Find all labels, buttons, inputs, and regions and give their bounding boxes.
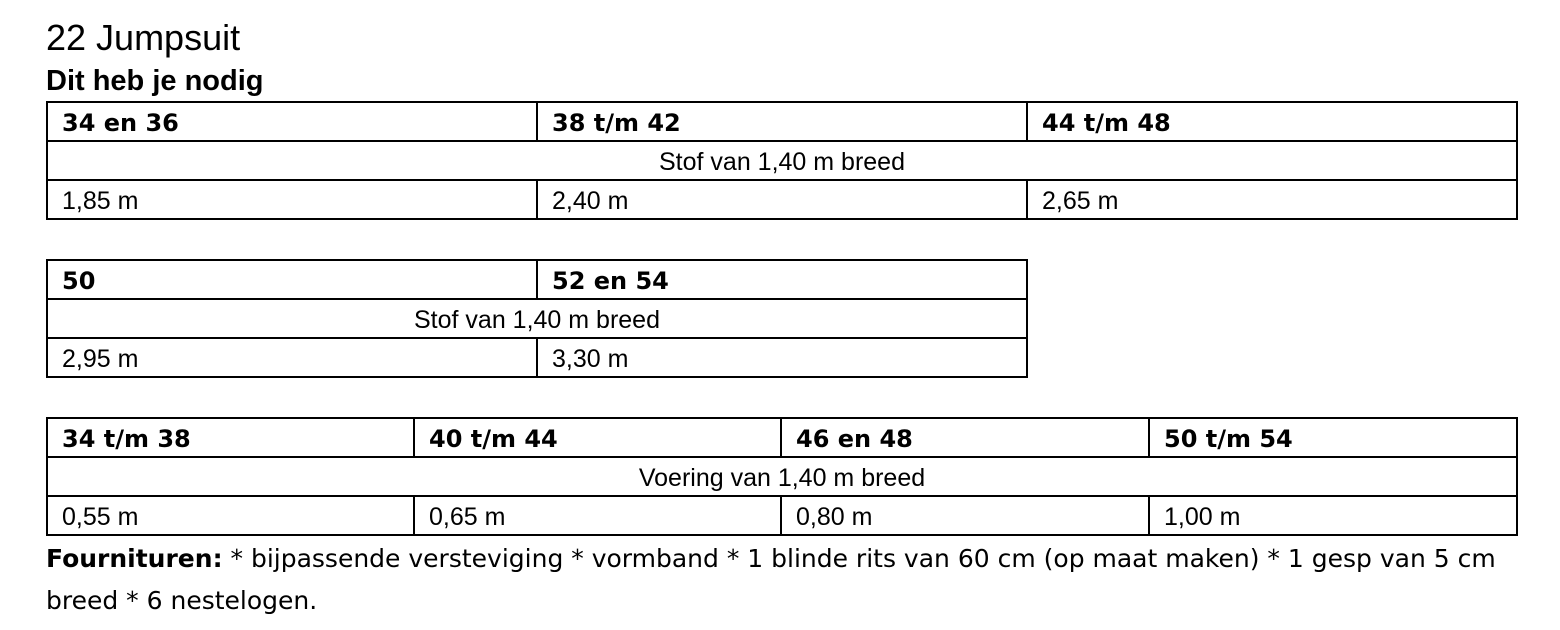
size-header: 34 t/m 38 bbox=[47, 418, 414, 457]
size-header-row bbox=[47, 102, 1517, 141]
notions-paragraph bbox=[46, 538, 1516, 622]
fabric-amount: 2,65 m bbox=[1027, 180, 1517, 219]
fabric-amount: 1,85 m bbox=[47, 180, 537, 219]
fabric-table-2 bbox=[46, 259, 1028, 378]
page-title: 22 Jumpsuit bbox=[46, 17, 241, 58]
size-header: 40 t/m 44 bbox=[414, 418, 781, 457]
notions-label: Fournituren: bbox=[46, 544, 223, 573]
pattern-requirements bbox=[46, 17, 1516, 615]
fabric-amount: 3,30 m bbox=[537, 338, 1027, 377]
fabric-row bbox=[47, 299, 1027, 338]
fabric-table-1 bbox=[46, 101, 1518, 220]
size-header: 44 t/m 48 bbox=[1027, 102, 1517, 141]
lining-description: Voering van 1,40 m breed bbox=[47, 457, 1517, 496]
fabric-description: Stof van 1,40 m breed bbox=[47, 141, 1517, 180]
fabric-amount: 2,95 m bbox=[47, 338, 537, 377]
size-header-row bbox=[47, 260, 1027, 299]
fabric-description: Stof van 1,40 m breed bbox=[47, 299, 1027, 338]
lining-amount: 0,80 m bbox=[781, 496, 1149, 535]
size-header: 46 en 48 bbox=[781, 418, 1149, 457]
lining-amount: 0,65 m bbox=[414, 496, 781, 535]
fabric-row bbox=[47, 457, 1517, 496]
lining-amount: 1,00 m bbox=[1149, 496, 1517, 535]
amount-row bbox=[47, 180, 1517, 219]
size-header: 50 t/m 54 bbox=[1149, 418, 1517, 457]
size-header: 52 en 54 bbox=[537, 260, 1027, 299]
size-header-row bbox=[47, 418, 1517, 457]
fabric-amount: 2,40 m bbox=[537, 180, 1027, 219]
size-header: 38 t/m 42 bbox=[537, 102, 1027, 141]
section-heading: Dit heb je nodig bbox=[46, 65, 264, 97]
size-header: 34 en 36 bbox=[47, 102, 537, 141]
amount-row bbox=[47, 338, 1027, 377]
lining-table bbox=[46, 417, 1518, 536]
fabric-row bbox=[47, 141, 1517, 180]
size-header: 50 bbox=[47, 260, 537, 299]
amount-row bbox=[47, 496, 1517, 535]
notions-text: * bijpassende versteviging * vormband * 1 blinde rits van 60 cm (op maat maken) * 1 gesp van 5 cm breed * 6 nestelogen. bbox=[46, 544, 1496, 615]
lining-amount: 0,55 m bbox=[47, 496, 414, 535]
